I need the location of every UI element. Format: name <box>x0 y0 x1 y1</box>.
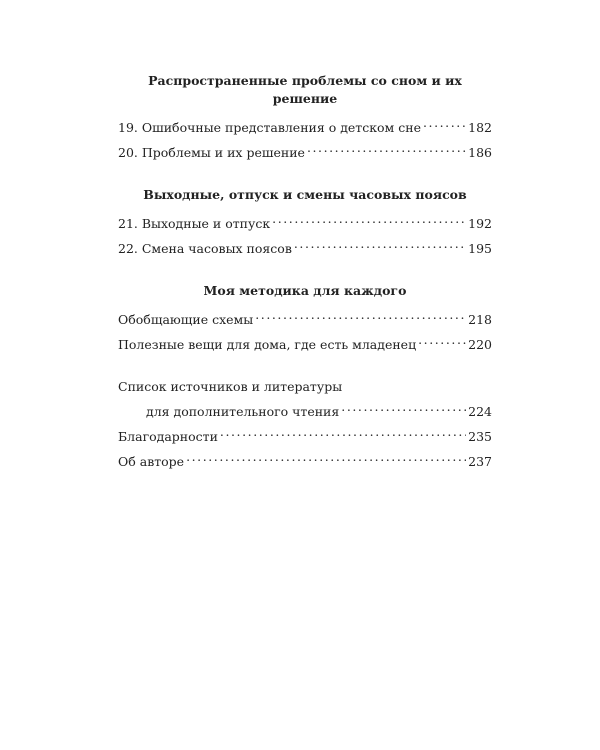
section-title: Выходные, отпуск и смены часовых поясов <box>143 187 467 202</box>
toc-back-matter <box>118 378 492 471</box>
toc-entry-label: Об авторе <box>118 454 185 469</box>
toc-entry <box>118 448 492 471</box>
toc-entry <box>118 114 492 137</box>
toc-entry <box>118 306 492 329</box>
dot-leader <box>220 423 466 441</box>
toc-entry <box>118 398 492 421</box>
toc-entry-label: Список источников и литературы <box>118 379 343 394</box>
toc-entry-page: 218 <box>468 312 492 327</box>
toc-entry <box>118 423 492 446</box>
toc-entry-page: 182 <box>468 120 492 135</box>
toc-entry-page: 220 <box>468 337 492 352</box>
dot-leader <box>418 331 466 349</box>
section-title: Распространенные проблемы со сном и их решение <box>148 73 462 106</box>
dot-leader <box>423 114 466 132</box>
section-title: Моя методика для каждого <box>203 283 407 298</box>
toc-entry-label: 20. Проблемы и их решение <box>118 145 305 160</box>
toc-entry-label: Благодарности <box>118 429 218 444</box>
table-of-contents <box>118 72 492 495</box>
toc-entry-page: 224 <box>468 404 492 419</box>
dot-leader <box>294 235 466 253</box>
toc-section-method <box>118 282 492 354</box>
toc-entry-page: 186 <box>468 145 492 160</box>
toc-entry <box>118 139 492 162</box>
toc-entry-label: Полезные вещи для дома, где есть младенец <box>118 337 417 352</box>
toc-entry-page: 195 <box>468 241 492 256</box>
toc-entry-page: 235 <box>468 429 492 444</box>
toc-entry-label: Обобщающие схемы <box>118 312 254 327</box>
dot-leader <box>341 398 466 416</box>
toc-entry-label: 21. Выходные и отпуск <box>118 216 271 231</box>
toc-entry-label: 19. Ошибочные представления о детском сне <box>118 120 421 135</box>
toc-entry <box>118 210 492 233</box>
toc-entry <box>118 235 492 258</box>
dot-leader <box>255 306 466 324</box>
dot-leader <box>186 448 466 466</box>
toc-entry <box>118 331 492 354</box>
toc-entry-label: для дополнительного чтения <box>146 404 340 419</box>
toc-section-sleep-problems <box>118 72 492 162</box>
toc-entry-label: 22. Смена часовых поясов <box>118 241 292 256</box>
toc-entry-page: 192 <box>468 216 492 231</box>
toc-entry-page: 237 <box>468 454 492 469</box>
dot-leader <box>307 139 466 157</box>
toc-section-holidays <box>118 186 492 258</box>
dot-leader <box>272 210 466 228</box>
